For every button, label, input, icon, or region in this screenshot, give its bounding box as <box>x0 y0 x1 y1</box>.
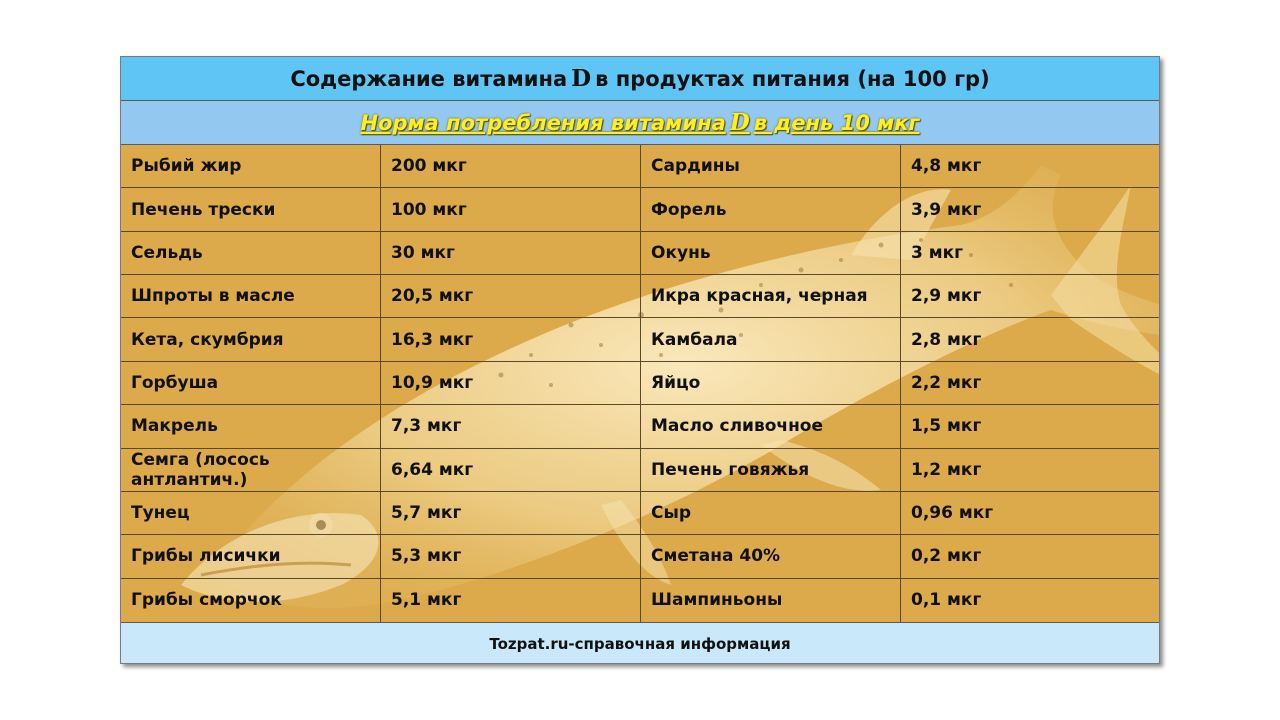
table-body <box>121 145 1159 622</box>
product-name-right-cell: Шампиньоны <box>641 579 901 622</box>
amount-right-cell: 2,8 мкг <box>901 318 1159 361</box>
amount-left-cell: 30 мкг <box>381 232 641 275</box>
amount-right-cell: 3 мкг <box>901 232 1159 275</box>
title-text-after: в продуктах питания (на 100 гр) <box>595 66 990 91</box>
product-name-right-cell: Печень говяжья <box>641 449 901 492</box>
vitamin-d-table <box>120 56 1160 664</box>
amount-right-cell: 0,96 мкг <box>901 492 1159 535</box>
vitamin-table-grid <box>121 145 1159 622</box>
product-name-right-cell: Яйцо <box>641 362 901 405</box>
product-name-left-cell: Грибы лисички <box>121 535 381 578</box>
product-name-right-cell: Сыр <box>641 492 901 535</box>
source-footer: Tozpat.ru-справочная информация <box>121 622 1159 664</box>
amount-left-cell: 20,5 мкг <box>381 275 641 318</box>
product-name-right-cell: Сметана 40% <box>641 535 901 578</box>
product-name-left-cell: Шпроты в масле <box>121 275 381 318</box>
amount-left-cell: 5,3 мкг <box>381 535 641 578</box>
amount-right-cell: 3,9 мкг <box>901 188 1159 231</box>
amount-left-cell: 6,64 мкг <box>381 449 641 492</box>
amount-right-cell: 1,2 мкг <box>901 449 1159 492</box>
product-name-left-cell: Грибы сморчок <box>121 579 381 622</box>
amount-right-cell: 1,5 мкг <box>901 405 1159 448</box>
title-text-before: Содержание витамина <box>290 66 568 91</box>
daily-norm-band <box>121 101 1159 145</box>
daily-norm-link[interactable] <box>360 109 919 136</box>
amount-left-cell: 16,3 мкг <box>381 318 641 361</box>
amount-left-cell: 5,1 мкг <box>381 579 641 622</box>
product-name-left-cell: Макрель <box>121 405 381 448</box>
table-title <box>121 57 1159 101</box>
amount-right-cell: 0,2 мкг <box>901 535 1159 578</box>
product-name-left-cell: Семга (лосось антлантич.) <box>121 449 381 492</box>
norm-text-after: в день 10 мкг <box>753 111 920 135</box>
product-name-left-cell: Печень трески <box>121 188 381 231</box>
product-name-right-cell: Икра красная, черная <box>641 275 901 318</box>
norm-vitamin-letter: D <box>729 109 750 136</box>
product-name-left-cell: Рыбий жир <box>121 145 381 188</box>
amount-right-cell: 2,9 мкг <box>901 275 1159 318</box>
product-name-left-cell: Сельдь <box>121 232 381 275</box>
product-name-left-cell: Горбуша <box>121 362 381 405</box>
amount-right-cell: 4,8 мкг <box>901 145 1159 188</box>
product-name-left-cell: Кета, скумбрия <box>121 318 381 361</box>
amount-left-cell: 7,3 мкг <box>381 405 641 448</box>
amount-left-cell: 200 мкг <box>381 145 641 188</box>
amount-right-cell: 0,1 мкг <box>911 590 982 611</box>
amount-right-cell: 2,2 мкг <box>901 362 1159 405</box>
amount-left-cell: 10,9 мкг <box>381 362 641 405</box>
title-vitamin-letter: D <box>571 65 592 92</box>
norm-text-before: Норма потребления витамина <box>360 111 726 135</box>
product-name-right-cell: Масло сливочное <box>641 405 901 448</box>
amount-left-cell: 100 мкг <box>381 188 641 231</box>
product-name-right-cell: Камбала <box>641 318 901 361</box>
product-name-left-cell: Тунец <box>121 492 381 535</box>
product-name-right-cell: Окунь <box>641 232 901 275</box>
amount-left-cell: 5,7 мкг <box>381 492 641 535</box>
product-name-right-cell: Сардины <box>641 145 901 188</box>
product-name-right-cell: Форель <box>641 188 901 231</box>
